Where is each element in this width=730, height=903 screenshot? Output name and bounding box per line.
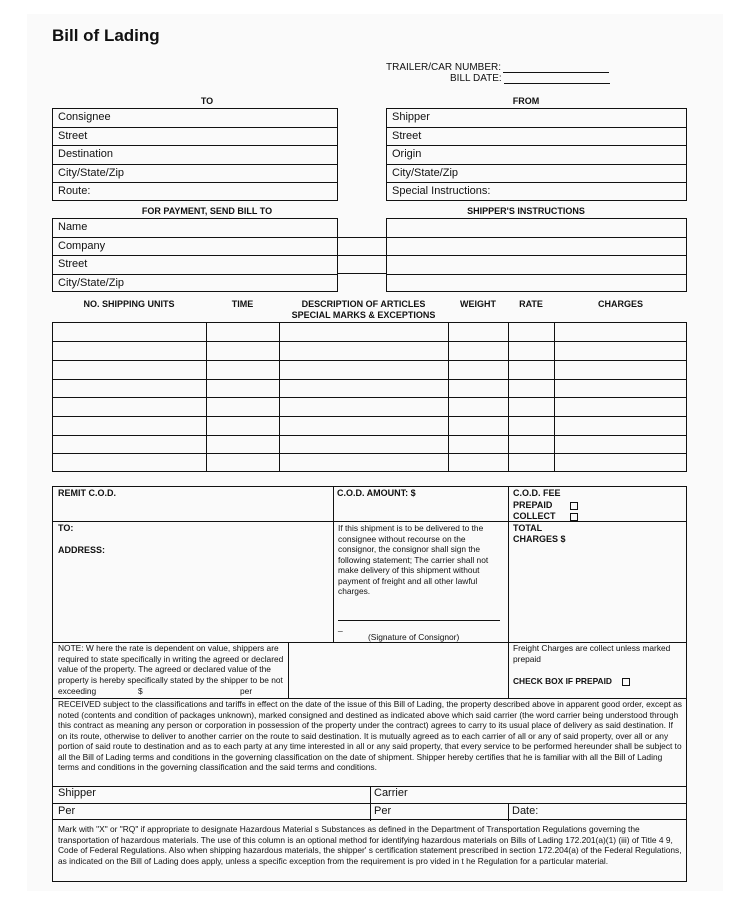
cod-to-label: TO:	[58, 523, 74, 533]
carrier-signature-label: Carrier	[374, 787, 408, 799]
payment-city-field[interactable]: City/State/Zip	[58, 276, 125, 289]
instruction-line[interactable]	[387, 219, 686, 238]
trailer-number-line	[503, 62, 609, 73]
to-city-field[interactable]: City/State/Zip	[53, 165, 337, 184]
date-label: Date:	[512, 805, 539, 817]
payment-name-field[interactable]: Name	[53, 219, 337, 238]
hazmat-note: Mark with "X" or "RQ" if appropriate to designate Hazardous Material s Substances as defined in the Department of Transportation Regulations governing the transportation of hazardous materials. The use of this column is an optional method for identifying hazardous materials on Bills of Lading 172.201(a)(1) (iii) of Title 4 9, Code of Federal Regulations. Also when shipping hazardous materials, the shipper' s certification statement prescribed in section 172.204(a) of the Federal Regulations, as indicated on the Bill of Lading does apply, unless a specific exception from the requirement is pro vided in t he Regulation for a particular material.	[58, 824, 682, 866]
connector-line	[338, 273, 386, 274]
column-divider	[288, 642, 289, 698]
from-street-field[interactable]: Street	[387, 128, 686, 147]
carrier-per-label: Per	[374, 805, 392, 817]
value-note: NOTE: W here the rate is dependent on value, shippers are required to state specifically in writing the agreed or declared value of the property. The agreed or declared value of the property is hereby specifically stated by the shipper to be not	[58, 643, 284, 685]
payment-heading: FOR PAYMENT, SEND BILL TO	[141, 206, 273, 216]
exceeding-label: exceeding	[58, 686, 97, 696]
time-header: TIME	[231, 299, 254, 309]
check-prepaid-option[interactable]	[513, 676, 630, 687]
to-street-field[interactable]: Street	[53, 128, 337, 147]
special-instructions-field[interactable]: Special Instructions:	[392, 185, 491, 198]
document-title: Bill of Lading	[52, 26, 160, 45]
instruction-line[interactable]	[387, 238, 686, 257]
exceeding-per: per	[240, 686, 253, 696]
total-label: TOTAL	[513, 523, 543, 533]
cod-fee-label: C.O.D. FEE	[513, 488, 561, 498]
table-row	[53, 416, 686, 417]
signature-label: (Signature of Consignor)	[368, 632, 460, 642]
column-divider	[206, 323, 207, 471]
bill-date-line	[504, 73, 610, 84]
charges-header: CHARGES	[597, 299, 643, 309]
shipper-signature-label: Shipper	[58, 787, 96, 799]
column-divider	[448, 323, 449, 471]
units-header: NO. SHIPPING UNITS	[83, 299, 175, 309]
table-row	[53, 453, 686, 454]
bill-date-field[interactable]	[450, 73, 610, 84]
column-divider	[508, 323, 509, 471]
prepaid-option[interactable]	[513, 500, 578, 510]
collect-label: COLLECT	[513, 511, 556, 521]
table-row	[53, 397, 686, 398]
prepaid-checkbox[interactable]	[570, 502, 578, 510]
route-field[interactable]: Route:	[58, 185, 91, 198]
signature-dash: _	[338, 622, 343, 632]
marks-header: SPECIAL MARKS & EXCEPTIONS	[291, 310, 436, 320]
column-divider	[279, 323, 280, 471]
collect-option[interactable]	[513, 511, 578, 521]
table-row	[53, 435, 686, 436]
column-divider	[508, 803, 509, 821]
consignor-statement: If this shipment is to be delivered to the consignee without recourse on the consignor, the consignor shall sign the following statement; The carrier shall not make delivery of this shipment without payment of freight and all other lawful charges.	[338, 523, 489, 596]
instruction-line[interactable]	[387, 275, 686, 294]
instruction-line[interactable]	[387, 256, 686, 275]
received-terms: RECEIVED subject to the classifications and tariffs in effect on the date of the issue of this Bill of Lading, the property described above in apparent good order, except as noted (contents and condition of packages unknown), marked consigned and destined as indicated above which said carrier (the word carrier being understood through this contract as meaning any person or corporation in possession of the property under the contract) agrees to carry to its usual place of delivery as said destination. If on its route, otherwise to deliver to another carrier on the route to said destination. It is mutually agreed as to each carrier of all or any of said property, over all or any portion of said route to destination and as to each party at any time interested in all or any said property, that every service to be performed hereunder shall be subject to all the Bill of Lading terms and conditions in the governing classification on the date of shipment. Shipper hereby certifies that he is familiar with all the Bill of Lading terms and conditions in the governing classification and the said terms and conditions.	[58, 699, 682, 772]
origin-field[interactable]: Origin	[387, 146, 686, 165]
cod-address-label: ADDRESS:	[58, 545, 106, 555]
check-prepaid-checkbox[interactable]	[622, 678, 630, 686]
consignee-field[interactable]: Consignee	[53, 109, 337, 128]
remit-cod-label: REMIT C.O.D.	[58, 488, 116, 498]
freight-charges-note: Freight Charges are collect unless marked prepaid	[513, 643, 671, 664]
shipping-table[interactable]	[52, 322, 687, 472]
to-box	[52, 108, 338, 201]
from-heading: FROM	[512, 96, 540, 106]
consignor-signature-line[interactable]	[338, 620, 500, 621]
bill-date-label: BILL DATE:	[450, 73, 502, 84]
trailer-number-label: TRAILER/CAR NUMBER:	[386, 62, 502, 73]
column-divider	[333, 487, 334, 642]
from-city-field[interactable]: City/State/Zip	[387, 165, 686, 184]
collect-checkbox[interactable]	[570, 513, 578, 521]
shipper-per-label: Per	[58, 805, 76, 817]
total-charges-label: CHARGES $	[513, 534, 566, 544]
connector-line	[338, 237, 386, 238]
payment-street-field[interactable]: Street	[53, 256, 337, 275]
payment-company-field[interactable]: Company	[53, 238, 337, 257]
table-row	[53, 379, 686, 380]
table-row	[53, 360, 686, 361]
shipper-instructions-heading: SHIPPER'S INSTRUCTIONS	[467, 206, 585, 216]
description-header: DESCRIPTION OF ARTICLES	[301, 299, 426, 309]
from-box	[386, 108, 687, 201]
to-heading: TO	[200, 96, 214, 106]
column-divider	[370, 786, 371, 821]
exceeding-dollar: $	[138, 686, 143, 696]
table-row	[53, 341, 686, 342]
shipper-instructions-box[interactable]	[386, 218, 687, 292]
column-divider	[508, 487, 509, 698]
column-divider	[554, 323, 555, 471]
connector-line	[338, 255, 386, 256]
cod-amount-label: C.O.D. AMOUNT: $	[337, 488, 416, 498]
trailer-number-field[interactable]	[386, 62, 609, 73]
payment-box	[52, 218, 338, 292]
divider-line	[53, 521, 686, 522]
weight-header: WEIGHT	[460, 299, 496, 309]
check-prepaid-label: CHECK BOX IF PREPAID	[513, 676, 612, 686]
prepaid-label: PREPAID	[513, 500, 553, 510]
destination-field[interactable]: Destination	[53, 146, 337, 165]
rate-header: RATE	[519, 299, 543, 309]
shipper-field[interactable]: Shipper	[387, 109, 686, 128]
